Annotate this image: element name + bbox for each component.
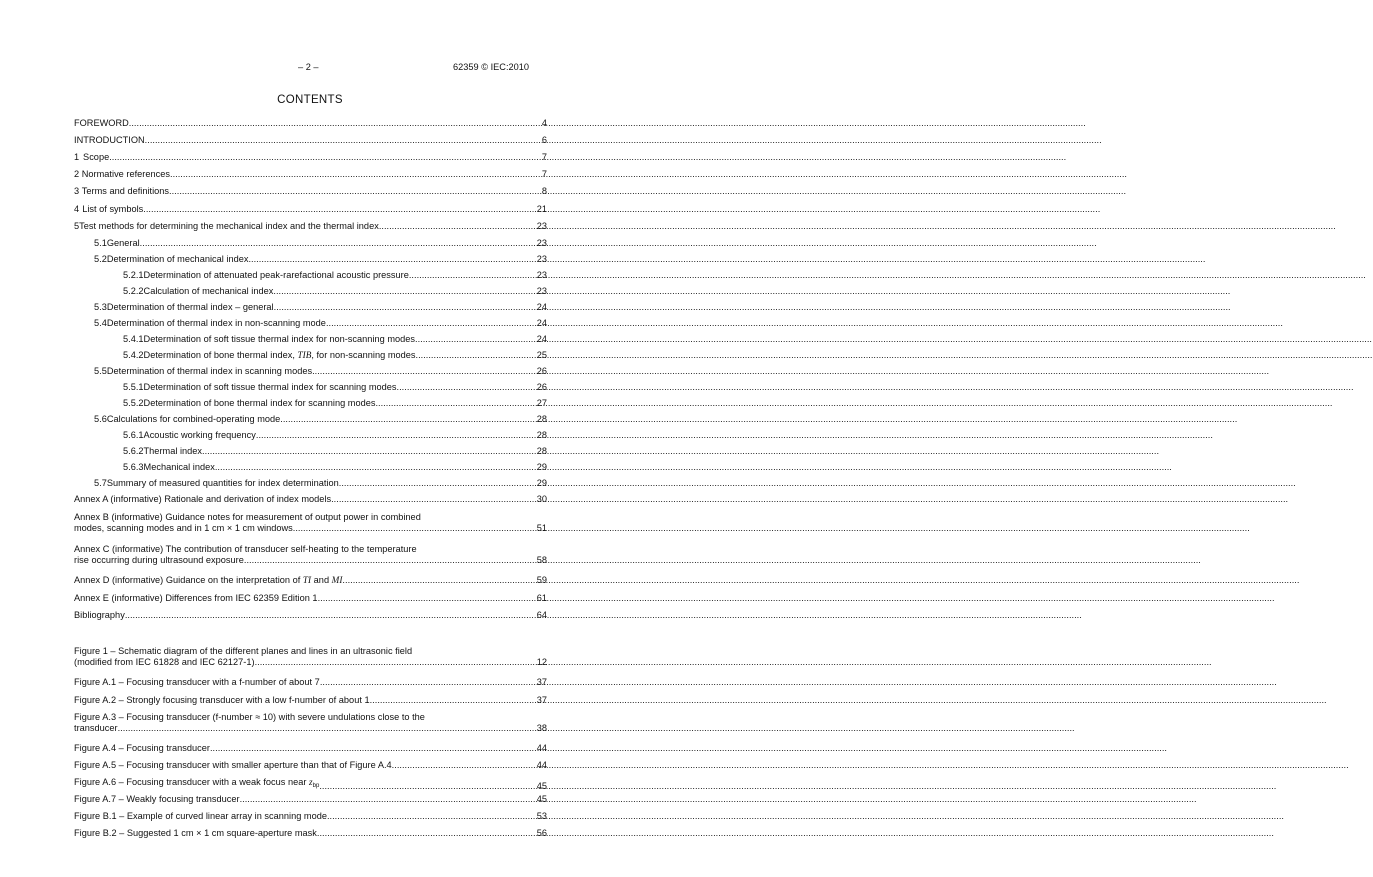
- toc-number: 5.2: [94, 254, 107, 264]
- fig-label: Figure A.7 – Weakly focusing transducer: [74, 794, 240, 804]
- fig-1[interactable]: [74, 646, 547, 668]
- toc-5-7[interactable]: [74, 478, 547, 489]
- fig-a2[interactable]: [74, 695, 547, 706]
- toc-page: 23: [536, 286, 547, 296]
- toc-5-6[interactable]: [74, 414, 547, 425]
- toc-number: 5.3: [94, 302, 107, 312]
- toc-page: 24: [536, 334, 547, 344]
- toc-page: 6: [541, 135, 547, 145]
- toc-5-2[interactable]: [74, 254, 547, 265]
- toc-5-4[interactable]: [74, 318, 547, 329]
- toc-label: Calculation of mechanical index: [143, 286, 274, 296]
- toc-page: 28: [536, 414, 547, 424]
- toc-number: 5.4.1: [123, 334, 144, 344]
- toc-page: 58: [536, 555, 547, 565]
- toc-label: Determination of soft tissue thermal index for scanning modes: [143, 382, 397, 392]
- fig-label: Figure B.2 – Suggested 1 cm × 1 cm square-aperture mask: [74, 828, 317, 838]
- toc-number: 1: [74, 152, 80, 162]
- toc-page: 30: [536, 494, 547, 504]
- fig-a5[interactable]: [74, 760, 547, 771]
- toc-1[interactable]: [74, 152, 547, 163]
- toc-label: Determination of thermal index – general: [106, 302, 274, 312]
- toc-5-2-2[interactable]: [74, 286, 547, 297]
- toc-bibliography[interactable]: [74, 610, 547, 621]
- toc-5-4-1[interactable]: [74, 334, 547, 345]
- toc-label: Scope: [83, 152, 110, 162]
- fig-a6[interactable]: [74, 777, 547, 792]
- toc-number: 4: [74, 204, 80, 214]
- toc-page: 23: [536, 238, 547, 248]
- toc-number: 5.7: [94, 478, 107, 488]
- toc-annex-d[interactable]: [74, 575, 547, 586]
- mi-symbol: MI: [331, 575, 343, 585]
- toc-number: 2: [74, 169, 80, 179]
- toc-5-1[interactable]: [74, 238, 547, 249]
- toc-introduction[interactable]: [74, 135, 547, 146]
- fig-label-line1: Figure A.3 – Focusing transducer (f-number ≈ 10) with severe undulations close to the: [74, 712, 425, 722]
- toc-label: Bibliography: [74, 610, 125, 620]
- toc-5-6-2[interactable]: [74, 446, 547, 457]
- toc-label-line1: Annex C (informative) The contribution of transducer self-heating to the temperature: [74, 544, 417, 554]
- toc-annex-b[interactable]: [74, 512, 547, 534]
- toc-5-6-3[interactable]: [74, 462, 547, 473]
- toc-page: 23: [536, 254, 547, 264]
- toc-5-2-1[interactable]: [74, 270, 547, 281]
- toc-label-line2: modes, scanning modes and in 1 cm × 1 cm windows: [74, 523, 293, 533]
- zbp-symbol: z: [309, 777, 313, 787]
- toc-5-5-1[interactable]: [74, 382, 547, 393]
- toc-label: Acoustic working frequency: [143, 430, 256, 440]
- toc-label: FOREWORD: [74, 118, 129, 128]
- fig-a3[interactable]: [74, 712, 547, 734]
- toc-number: 5.5.1: [123, 382, 144, 392]
- fig-label: Figure A.2 – Strongly focusing transducer with a low f-number of about 1: [74, 695, 370, 705]
- toc-label: Annex E (informative) Differences from IEC 62359 Edition 1: [74, 593, 318, 603]
- fig-b1[interactable]: [74, 811, 547, 822]
- fig-b2[interactable]: [74, 828, 547, 839]
- toc-foreword[interactable]: [74, 118, 547, 129]
- toc-page: 7: [541, 169, 547, 179]
- toc-page: 23: [536, 221, 547, 231]
- toc-page: 27: [536, 398, 547, 408]
- toc-label: Normative references: [81, 169, 170, 179]
- fig-label: Figure A.6 – Focusing transducer with a weak focus near $z_{bp}$: [74, 777, 320, 789]
- fig-page: 38: [536, 723, 547, 733]
- toc-number: 5.4: [94, 318, 107, 328]
- toc-page: 28: [536, 446, 547, 456]
- fig-a1[interactable]: [74, 677, 547, 688]
- fig-label: Figure B.1 – Example of curved linear array in scanning mode: [74, 811, 327, 821]
- toc-page: 26: [536, 366, 547, 376]
- toc-page: 4: [541, 118, 547, 128]
- toc-page: 28: [536, 430, 547, 440]
- standard-reference: 62359 © IEC:2010: [453, 62, 530, 72]
- toc-page: 61: [536, 593, 547, 603]
- toc-label: Determination of soft tissue thermal index for non-scanning modes: [143, 334, 415, 344]
- toc-label: Determination of attenuated peak-rarefactional acoustic pressure: [143, 270, 409, 280]
- toc-label-line1: Annex B (informative) Guidance notes for measurement of output power in combined: [74, 512, 421, 522]
- page-title: CONTENTS: [277, 94, 343, 106]
- toc-label: Calculations for combined-operating mode: [106, 414, 281, 424]
- fig-page: 37: [536, 677, 547, 687]
- toc-number: 5.6.1: [123, 430, 144, 440]
- toc-label: Mechanical index: [143, 462, 215, 472]
- toc-label: Summary of measured quantities for index determination: [106, 478, 339, 488]
- fig-page: 45: [536, 794, 547, 804]
- toc-number: 5.5: [94, 366, 107, 376]
- toc-label: INTRODUCTION: [74, 135, 145, 145]
- fig-page: 45: [536, 781, 547, 791]
- fig-page: 37: [536, 695, 547, 705]
- toc-number: 5.5.2: [123, 398, 144, 408]
- fig-label: Figure A.5 – Focusing transducer with smaller aperture than that of Figure A.4: [74, 760, 392, 770]
- toc-page: 24: [536, 318, 547, 328]
- toc-number: 5.2.1: [123, 270, 144, 280]
- fig-page: 44: [536, 760, 547, 770]
- fig-page: 53: [536, 811, 547, 821]
- toc-page: 51: [536, 523, 547, 533]
- toc-4[interactable]: [74, 204, 547, 215]
- fig-label-line2: (modified from IEC 61828 and IEC 62127-1): [74, 657, 255, 667]
- toc-page: 29: [536, 478, 547, 488]
- fig-label: Figure A.4 – Focusing transducer: [74, 743, 210, 753]
- toc-label: Determination of mechanical index: [106, 254, 249, 264]
- ti-symbol: TI: [302, 575, 312, 585]
- toc-number: 5.1: [94, 238, 107, 248]
- toc-label: Determination of bone thermal index, TIB, for non-scanning modes: [143, 350, 416, 360]
- toc-number: 5.6: [94, 414, 107, 424]
- toc-annex-c[interactable]: [74, 544, 547, 566]
- fig-a4[interactable]: [74, 743, 547, 754]
- toc-5-5[interactable]: [74, 366, 547, 377]
- toc-page: 64: [536, 610, 547, 620]
- toc-number: 3: [74, 186, 80, 196]
- document-page: [0, 0, 620, 877]
- toc-label: Terms and definitions: [81, 186, 170, 196]
- fig-label-line1: Figure 1 – Schematic diagram of the different planes and lines in an ultrasonic field: [74, 646, 413, 656]
- toc-page: 25: [536, 350, 547, 360]
- toc-number: 5.6.2: [123, 446, 144, 456]
- fig-page: 12: [536, 657, 547, 667]
- toc-number: 5: [74, 221, 80, 231]
- toc-page: 23: [536, 270, 547, 280]
- page-number: – 2 –: [298, 62, 319, 72]
- toc-label: Determination of bone thermal index for scanning modes: [143, 398, 376, 408]
- fig-page: 44: [536, 743, 547, 753]
- toc-5-4-2[interactable]: [74, 350, 547, 361]
- toc-page: 24: [536, 302, 547, 312]
- toc-page: 29: [536, 462, 547, 472]
- toc-page: 21: [536, 204, 547, 214]
- fig-label: Figure A.1 – Focusing transducer with a f-number of about 7: [74, 677, 320, 687]
- toc-annex-a[interactable]: [74, 494, 547, 505]
- toc-2[interactable]: [74, 169, 547, 180]
- toc-label: Annex A (informative) Rationale and derivation of index models: [74, 494, 332, 504]
- toc-5[interactable]: [74, 221, 547, 232]
- toc-number: 5.4.2: [123, 350, 144, 360]
- toc-page: 26: [536, 382, 547, 392]
- fig-label-line2: transducer: [74, 723, 118, 733]
- fig-a7[interactable]: [74, 794, 547, 805]
- toc-label: Determination of thermal index in scanning modes: [106, 366, 313, 376]
- toc-page: 7: [541, 152, 547, 162]
- toc-5-6-1[interactable]: [74, 430, 547, 441]
- fig-page: 56: [536, 828, 547, 838]
- toc-annex-e[interactable]: [74, 593, 547, 604]
- zbp-subscript: bp: [312, 783, 320, 789]
- toc-5-5-2[interactable]: [74, 398, 547, 409]
- toc-label: Annex D (informative) Guidance on the interpretation of TI and MI: [74, 575, 343, 585]
- toc-label: General: [106, 238, 140, 248]
- toc-page: 8: [541, 186, 547, 196]
- toc-label-line2: rise occurring during ultrasound exposure: [74, 555, 244, 565]
- toc-label: List of symbols: [82, 204, 144, 214]
- toc-number: 5.6.3: [123, 462, 144, 472]
- toc-number: 5.2.2: [123, 286, 144, 296]
- toc-label: Thermal index: [143, 446, 203, 456]
- toc-page: 59: [536, 575, 547, 585]
- tib-symbol: TIB: [297, 350, 312, 360]
- toc-label: Determination of thermal index in non-scanning mode: [106, 318, 326, 328]
- toc-label: Test methods for determining the mechanical index and the thermal index: [79, 221, 379, 231]
- toc-3[interactable]: [74, 186, 547, 197]
- toc-5-3[interactable]: [74, 302, 547, 313]
